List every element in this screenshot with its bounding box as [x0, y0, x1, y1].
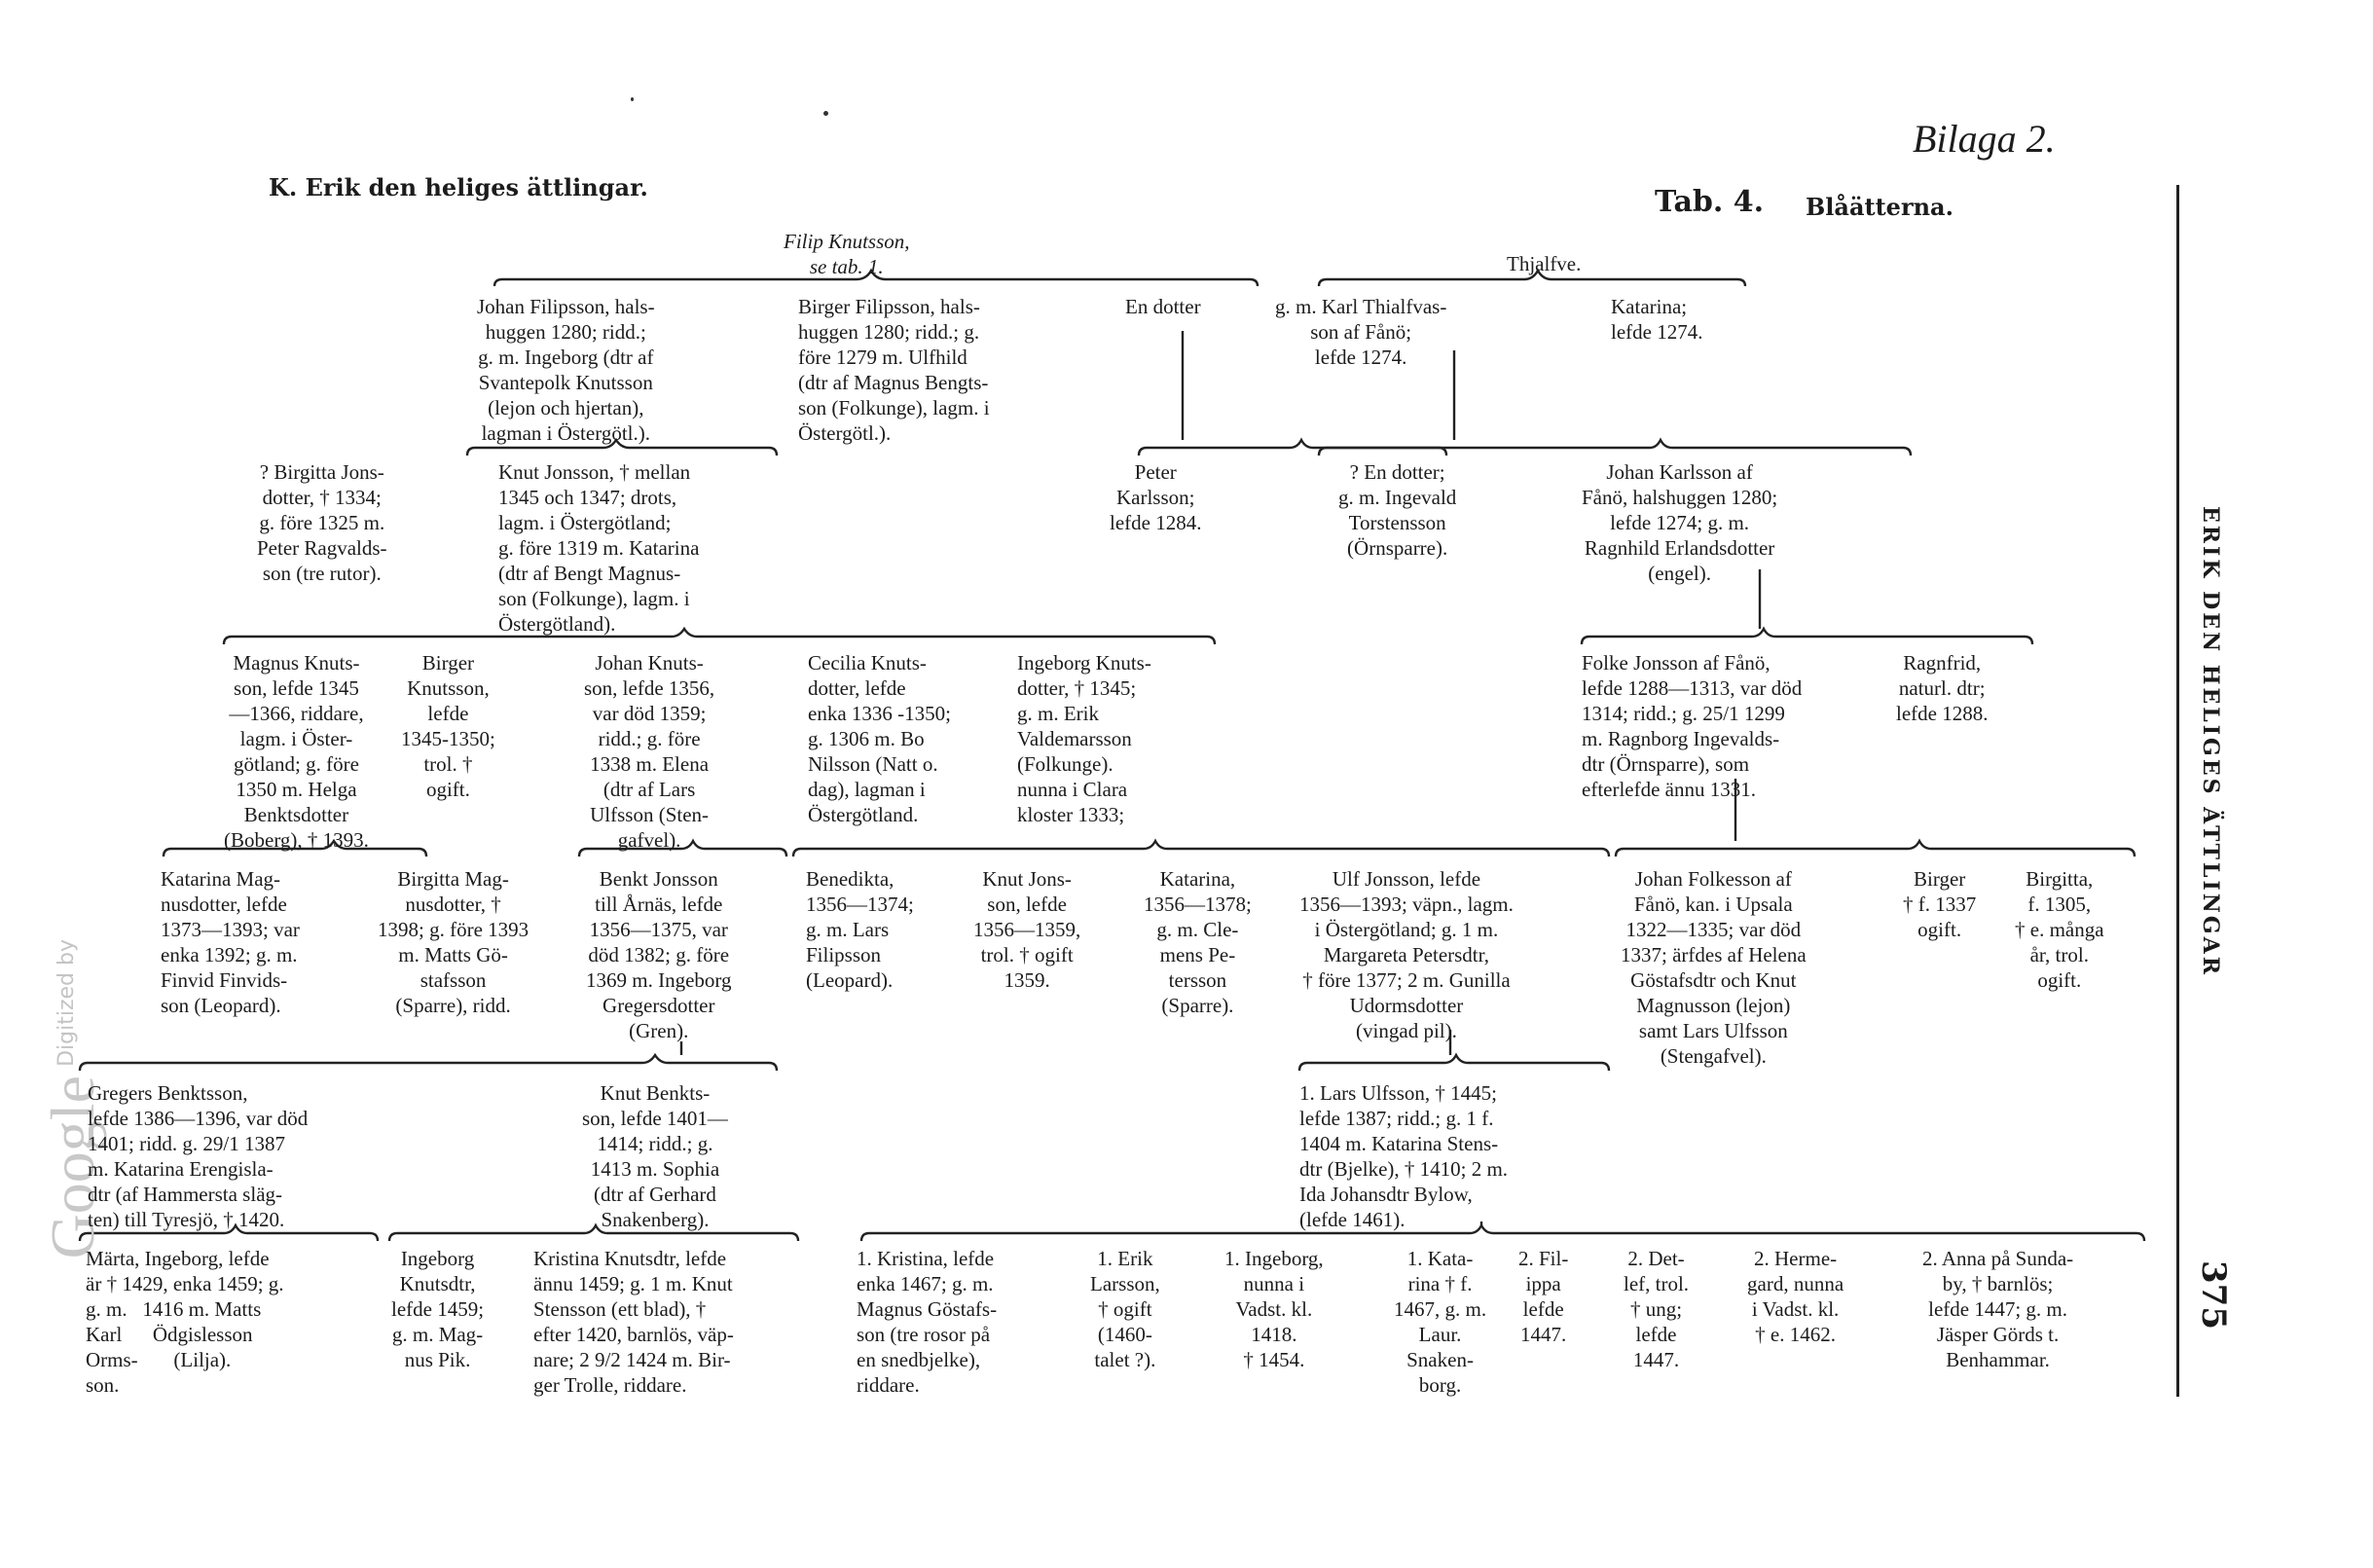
person-kristina-larsdotter: 1. Kristina, lefde enka 1467; g. m. Magnus Göstafs- son (tre rosor på en snedbjelke), riddare.	[857, 1247, 998, 1397]
speck-mark	[823, 111, 828, 116]
person-ingeborg-knutsdtr: Ingeborg Knutsdtr, lefde 1459; g. m. Mag- nus Pik.	[391, 1247, 485, 1371]
person-knut-jonsson: Knut Jonsson, † mellan 1345 och 1347; drots, lagm. i Östergötland; g. före 1319 m. Katarina (dtr af Bengt Magnus- son (Folkunge), lagm. i Östergötland).	[498, 460, 700, 636]
person-detlef: 2. Det- lef, trol. † ung; lefde 1447.	[1624, 1247, 1690, 1371]
person-katarina-jonsdotter: Katarina, 1356—1378; g. m. Cle- mens Pe- tersson (Sparre).	[1144, 867, 1252, 1017]
person-en-dotter-ornsparre: ? En dotter; g. m. Ingevald Torstensson (Örnsparre).	[1338, 460, 1457, 560]
person-en-dotter: En dotter	[1125, 295, 1201, 318]
person-gregers-benktsson: Gregers Benktsson, lefde 1386—1396, var död 1401; ridd. g. 29/1 1387 m. Katarina Erengisla- dtr (af Hammersta släg- ten) till Tyresjö, † 1420.	[88, 1081, 309, 1231]
speck-mark	[631, 97, 634, 101]
person-benedikta: Benedikta, 1356—1374; g. m. Lars Filipsson (Leopard).	[806, 867, 914, 992]
page-number: 375	[2194, 1260, 2233, 1330]
person-birgitta-folkesdotter: Birgitta, f. 1305, † e. många år, trol. ogift.	[2015, 867, 2104, 992]
table-number: Tab. 4.	[1655, 185, 1765, 219]
person-marta-ingeborg: Märta, Ingeborg, lefde är † 1429, enka 1459; g. g. m. 1416 m. Matts Karl Ödgislesson Orms- (Lilja). son.	[86, 1247, 284, 1397]
person-johan-filipsson: Johan Filipsson, hals- huggen 1280; ridd.; g. m. Ingeborg (dtr af Svantepolk Knutsson (lejon och hjertan), lagman i Östergötl.).	[477, 295, 655, 445]
person-folke-jonsson: Folke Jonsson af Fånö, lefde 1288—1313, var död 1314; ridd.; g. 25/1 1299 m. Ragnborg Ingevalds- dtr (Örnsparre), som efterlefde ännu 1331.	[1582, 651, 1803, 801]
person-birger-knutsson: Birger Knutsson, lefde 1345-1350; trol. † ogift.	[401, 651, 495, 801]
person-cecilia-knutsdotter: Cecilia Knuts- dotter, lefde enka 1336 -1350; g. 1306 m. Bo Nilsson (Natt o. dag), lagman i Östergötland.	[808, 651, 951, 826]
person-thjalfve: Thjalfve.	[1507, 252, 1582, 275]
person-anna-sundaby: 2. Anna på Sunda- by, † barnlös; lefde 1447; g. m. Jäsper Görds t. Benhammar.	[1922, 1247, 2074, 1371]
person-ragnfrid: Ragnfrid, naturl. dtr; lefde 1288.	[1896, 651, 1989, 725]
appendix-label: Bilaga 2.	[1913, 117, 2056, 161]
person-johan-folkesson: Johan Folkesson af Fånö, kan. i Upsala 1322—1335; var död 1337; ärfdes af Helena Göstafsdtr och Knut Magnusson (lejon) samt Lars Ulfsson (Stengafvel).	[1621, 867, 1807, 1068]
person-katarina-magnusdotter: Katarina Mag- nusdotter, lefde 1373—1393; var enka 1392; g. m. Finvid Finvids- son (Leopard).	[161, 867, 300, 1017]
person-filippa: 2. Fil- ippa lefde 1447.	[1518, 1247, 1569, 1346]
person-knut-benktsson: Knut Benkts- son, lefde 1401— 1414; ridd.; g. 1413 m. Sophia (dtr af Gerhard Snakenberg).	[582, 1081, 728, 1231]
person-katarina-larsdotter: 1. Kata- rina † f. 1467, g. m. Laur. Snaken- borg.	[1394, 1247, 1487, 1397]
person-birger-filipsson: Birger Filipsson, hals- huggen 1280; ridd.; g. före 1279 m. Ulfhild (dtr af Magnus Bengts- son (Folkunge), lagm. i Östergötl.).	[798, 295, 990, 445]
right-margin-rule	[2176, 185, 2179, 1397]
side-running-title: ERIK DEN HELIGES ÄTTLINGAR	[2198, 506, 2223, 977]
person-katarina: Katarina; lefde 1274.	[1611, 295, 1703, 344]
person-ingeborg-knutsdotter: Ingeborg Knuts- dotter, † 1345; g. m. Erik Valdemarsson (Folkunge). nunna i Clara kloster 1333;	[1017, 651, 1151, 826]
person-benkt-jonsson: Benkt Jonsson till Årnäs, lefde 1356—1375, var död 1382; g. före 1369 m. Ingeborg Gregersdotter (Gren).	[586, 867, 732, 1042]
person-hermegard: 2. Herme- gard, nunna i Vadst. kl. † e. 1462.	[1747, 1247, 1844, 1346]
person-kristina-knutsdtr: Kristina Knutsdtr, lefde ännu 1459; g. 1 m. Knut Stensson (ett blad), † efter 1420, barnlös, väp- nare; 2 9/2 1424 m. Bir- ger Trolle, riddare.	[533, 1247, 734, 1397]
person-karl-thialfvasson: g. m. Karl Thialfvas- son af Fånö; lefde 1274.	[1275, 295, 1447, 369]
person-birger-folkesson: Birger † f. 1337 ogift.	[1903, 867, 1977, 941]
watermark-digitized-text: Digitized by	[55, 939, 79, 1067]
person-johan-karlsson: Johan Karlsson af Fånö, halshuggen 1280; lefde 1274; g. m. Ragnhild Erlandsdotter (engel).	[1582, 460, 1778, 585]
page-header-title: K. Erik den heliges ättlingar.	[269, 173, 648, 201]
person-magnus-knutsson: Magnus Knuts- son, lefde 1345 —1366, riddare, lagm. i Öster- götland; g. före 1350 m. Helga Benktsdotter (Boberg), † 1393.	[224, 651, 369, 852]
person-birgitta-magnusdotter: Birgitta Mag- nusdotter, † 1398; g. före 1393 m. Matts Gö- stafsson (Sparre), ridd.	[378, 867, 529, 1017]
person-erik-larsson: 1. Erik Larsson, † ogift (1460- talet ?).	[1090, 1247, 1160, 1371]
person-filip-knutsson: Filip Knutsson, se tab. 1.	[784, 230, 910, 278]
person-johan-knutsson: Johan Knuts- son, lefde 1356, var död 1359; ridd.; g. före 1338 m. Elena (dtr af Lars Ulfsson (Sten- gafvel).	[584, 651, 715, 852]
person-ingeborg-larsdotter: 1. Ingeborg, nunna i Vadst. kl. 1418. † 1454.	[1224, 1247, 1324, 1371]
person-ulf-jonsson: Ulf Jonsson, lefde 1356—1393; väpn., lagm. i Östergötland; g. 1 m. Margareta Petersdtr, † före 1377; 2 m. Gunilla Udormsdotter (vingad pil).	[1299, 867, 1514, 1042]
table-title: Blåätterna.	[1806, 193, 1953, 221]
watermark-google-logo: Google	[38, 1076, 107, 1259]
person-lars-ulfsson: 1. Lars Ulfsson, † 1445; lefde 1387; ridd.; g. 1 f. 1404 m. Katarina Stens- dtr (Bjelke), † 1410; 2 m. Ida Johansdtr Bylow, (lefde 1461).	[1299, 1081, 1509, 1231]
person-peter-karlsson: Peter Karlsson; lefde 1284.	[1110, 460, 1202, 534]
person-knut-jonsson-jr: Knut Jons- son, lefde 1356—1359, trol. † ogift 1359.	[973, 867, 1081, 992]
person-birgitta-jonsdotter: ? Birgitta Jons- dotter, † 1334; g. före 1325 m. Peter Ragvalds- son (tre rutor).	[257, 460, 387, 585]
